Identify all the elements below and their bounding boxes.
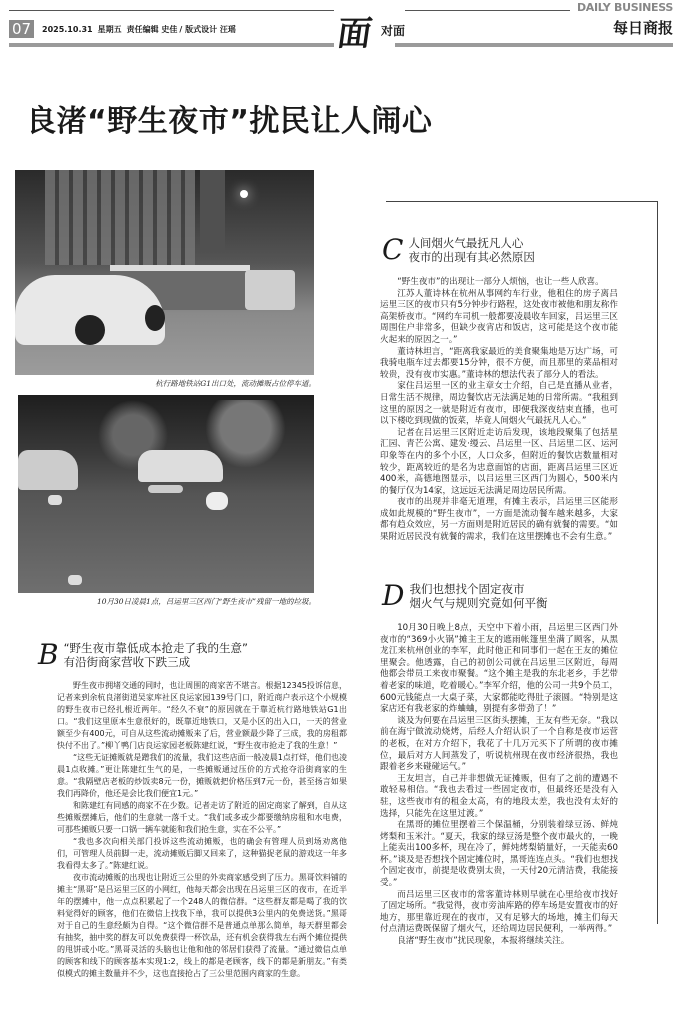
headline-line-2: 夜市的出现有其必然原因 [408, 250, 535, 264]
headline-line-1: “野生夜市靠低成本抢走了我的生意” [63, 641, 248, 655]
headline-line-2: 烟火气与规则究竟如何平衡 [409, 596, 548, 610]
parked-car [18, 450, 78, 490]
issue-date: 2025.10.31 [42, 25, 93, 34]
paragraph: 记者在吕运里三区附近走访后发现，该地段聚集了包括星汇园、青芒公寓、建发·缦云、吕运里一区、吕运里二区、运河印象等在内的多个小区，人口众多，但附近的餐饮店数量相对较少，距离较近的是名为忠意面馆的店面，距离吕运里三区近400米，高德地图显示，以吕运里三区西门为圆心，500米内的餐厅仅为14家，这远远无法满足周边居民所需。 [380, 427, 618, 496]
section-letter: D [382, 579, 405, 612]
car-wheel [145, 305, 165, 331]
paragraph: 江苏人董诗林在杭州从事网约车行业，他租住的房子离吕运里三区的夜市只有5分钟步行路程，这处夜市被他和朋友称作高架桥夜市。“网约车司机一般都要凌晨收车回家，吕运里三区周围住户非常多，但缺少夜宵店和饭店，这可能是这个夜市能火起来的原因之一。” [380, 288, 618, 345]
photo-litter-street [18, 395, 314, 593]
header-rule-right [405, 10, 570, 11]
dateline [42, 24, 241, 35]
paragraph: 董诗林坦言，“距离我家最近的美食聚集地是万达广场，可我骑电瓶车过去都要15分钟，很不方便，而且那里的菜品相对较贵，没有夜市实惠。”董诗林的想法代表了部分人的看法。 [380, 346, 618, 380]
section-d-heading [382, 579, 548, 612]
paragraph: 夜市的出现并非毫无道理，有摊主表示，吕运里三区能形成如此规模的“野生夜市”，一方面是流动餐车越来越多，大家都有趋众效应，另一方面则是附近居民的确有就餐的需要。“如果附近居民没有就餐的需求，我们在这里摆摊也不会有生意。” [380, 497, 618, 543]
section-headline [409, 582, 547, 610]
header-bar-right [395, 43, 673, 47]
section-logo: 面 [334, 14, 375, 54]
paragraph: “野生夜市”的出现让一部分人烦恼，也让一些人欣喜。 [397, 277, 604, 287]
paper-name-cn: 每日商报 [612, 19, 673, 37]
section-b-body [57, 680, 347, 980]
section-letter: B [38, 638, 59, 671]
car-wheel [75, 315, 105, 345]
paper-name-en: DAILY BUSINESS [576, 1, 673, 14]
white-dog [206, 492, 228, 510]
paragraph: “我也多次向相关部门投诉这些流动摊贩，也的确会有管理人员到场劝离他们，可管理人员前脚一走，流动摊贩后脚又回来了，这种猫捉老鼠的游戏这一年多我看得太多了。”陈建红说。 [57, 837, 347, 870]
photo-night-market-street [15, 170, 314, 375]
building [200, 170, 225, 250]
editor-credit: 责任编辑 史佳 [126, 25, 178, 34]
headline-line-1: 人间烟火气最抚凡人心 [408, 236, 524, 250]
paragraph: 家住吕运里一区的业主章女士介绍，自己是直播从业者，日常生活不规律，周边餐饮店无法满足她的日常所需。“我租到这里的原因之一就是附近有夜市，即便我深夜结束直播，也可以下楼吃到现做的饭菜，毕竟人间烟火气最抚凡人心。” [380, 381, 618, 427]
paragraph: 10月30日晚上8点，天空中下着小雨，吕运里三区西门外夜市的“369小火锅”摊主王友的遮雨帐篷里坐满了顾客，从黑龙江来杭州创业的李军，此时他正和同事们一起在王友的摊位里聚会。他透露，自己的初创公司就在吕运里三区附近，每周他都会带员工来夜市聚餐。“这个摊主是我的东北老乡，手艺带着老家的味道，吃着暖心。”李军介绍，他的公司一共9个员工，600元钱能点一大桌子菜，大家都能吃得肚子滚圆。“特别是这家店还有我老家的炸蛐蛐，别提有多带劲了！” [380, 623, 618, 715]
litter [68, 575, 82, 585]
section-d-body [380, 623, 618, 948]
street-light [240, 190, 248, 198]
section-headline [64, 641, 248, 669]
header-bar-left [9, 43, 334, 47]
paragraph: 夜市流动摊贩的出现也让附近三公里的外卖商家感受到了压力。黑哥饮料铺的摊主“黑哥”是吕运里三区的小网红，他每天都会出现在吕运里三区的夜市，在近半年的摆摊中，他一点点积累起了一个248人的微信群。“这些群友都是喝了我的饮料觉得好的顾客，他们在微信上找我下单，我可以提供3公里内的免费送货。”黑哥对于自己的生意经颇为自得。“这个微信群不是普通点单那么简单，每天群里都会有抽奖，抽中奖的群友可以免费获得一杯饮品，还有机会获得我左右两个摊位提供的甩饼或小吃。”黑哥灵活的头脑也让他和他的邻居们获得了流量。“通过微信点单的顾客和线下的顾客基本实现1:2，线上的都是老顾客，线下的都是新朋友。”有类似模式的摊主数量并不少，这也直接抢占了三公里范围内商家的生意。 [57, 873, 347, 978]
section-b-heading [38, 638, 248, 671]
section-headline [408, 236, 535, 264]
article-title: 良渚“野生夜市”扰民让人闹心 [26, 104, 433, 139]
paragraph: 和陈建红有同感的商家不在少数。记者走访了附近的固定商家了解到，自从这些摊贩摆摊后，他们的生意就一落千丈。“我们或多或少都要缴纳房租和水电费，可那些摊贩只要一口锅一辆车就能和我们抢生意，实在不公平。” [57, 801, 347, 834]
paragraph: 野生夜市拥堵交通的同时，也让周围的商家苦不堪言。根据12345投诉信息，记者来到余杭良渚街道吴家库社区良运家园139号门口，附近商户表示这个小规模的野生夜市已经扎根近两年。“经久不衰”的原因就在于靠近杭行路地铁站G1出口。“我们这里原本生意很好的，既靠近地铁口，又是小区的出入口，一天的营业额至少有400元，可自从这些流动摊贩来了后，营业额最少降了三成，我的房租都快付不出了。”柳丫鸭门店良运家园老板陈建红说，“野生夜市抢走了我的生意！” [57, 681, 347, 750]
litter [48, 495, 62, 505]
parked-suv [138, 450, 223, 482]
food-cart [245, 270, 295, 310]
litter [148, 485, 183, 493]
headline-line-1: 我们也想找个固定夜市 [409, 582, 525, 596]
building [45, 170, 195, 265]
designer-credit: / 版式设计 汪瑶 [179, 25, 236, 34]
paragraph: 而吕运里三区夜市的常客董诗林则早就在心里给夜市找好了固定场所。“我觉得，夜市旁油库路的停车场是安置夜市的好地方，那里靠近现在的夜市，又有足够大的场地，摊主们每天付点清运费既保留了烟火气，还给周边居民便利，一举两得。” [380, 889, 618, 935]
headline-line-2: 有沿街商家营收下跌三成 [63, 655, 191, 669]
paragraph: “这些无证摊贩就是蹭我们的流量，我们这些店面一般凌晨1点打烊，他们也凌晨1点收摊。”更让陈建红生气的是，一些摊贩通过压价的方式抢夺沿街商家的生意。“我隔壁店老板的炒饭卖8元一份，摊贩就把价格压到7元一份，甚至扬言如果我们再降价，他还是会比我们便宜1元。” [57, 753, 347, 798]
header-rule-left [9, 10, 334, 11]
photo-caption: 10月30日凌晨1点，吕运里三区西门“野生夜市”残留一地的垃圾。 [96, 597, 316, 606]
photo-caption: 杭行路地铁站G1出口处，流动摊贩占位停车道。 [155, 379, 316, 388]
paragraph: 谈及为何要在吕运里三区街头摆摊，王友有些无奈。“我以前在海宁做流动烧烤，后经人介绍认识了一个自称是夜市运营的老板，在对方介绍下，我花了十几万元买下了所谓的夜市摊位，最后对方人间蒸发了，听说杭州现在夜市经济很热，我也跟着老乡来碰碰运气。” [380, 715, 618, 773]
paragraph: 在黑哥的摊位里摆着三个保温桶，分别装着绿豆汤、鲜炖烤梨和玉米汁。“夏天，我家的绿豆汤是整个夜市最火的，一晚上能卖出100多杯，现在冷了，鲜炖烤梨销量好，一天能卖60杯。”谈及是否想找个固定摊位时，黑哥连连点头。“我们也想找个固定夜市，前提是收费别太贵，一天付20元清洁费，我能接受。” [380, 820, 618, 889]
paragraph: 王友坦言，自己并非想做无证摊贩，但有了之前的遭遇不敢轻易相信。“我也去看过一些固定夜市，但最终还是没有入驻，这些夜市有的租金太高，有的地段太差，我也没有太好的选择，只能先在这里过渡。” [380, 773, 618, 819]
section-c-body [380, 277, 618, 544]
section-name: 对面 [381, 24, 406, 38]
section-letter: C [382, 233, 404, 266]
paragraph: 良渚“野生夜市”扰民现象，本报将继续关注。 [397, 936, 570, 947]
weekday: 星期五 [97, 25, 122, 34]
page-number: 07 [9, 20, 34, 38]
section-c-heading [382, 233, 535, 266]
